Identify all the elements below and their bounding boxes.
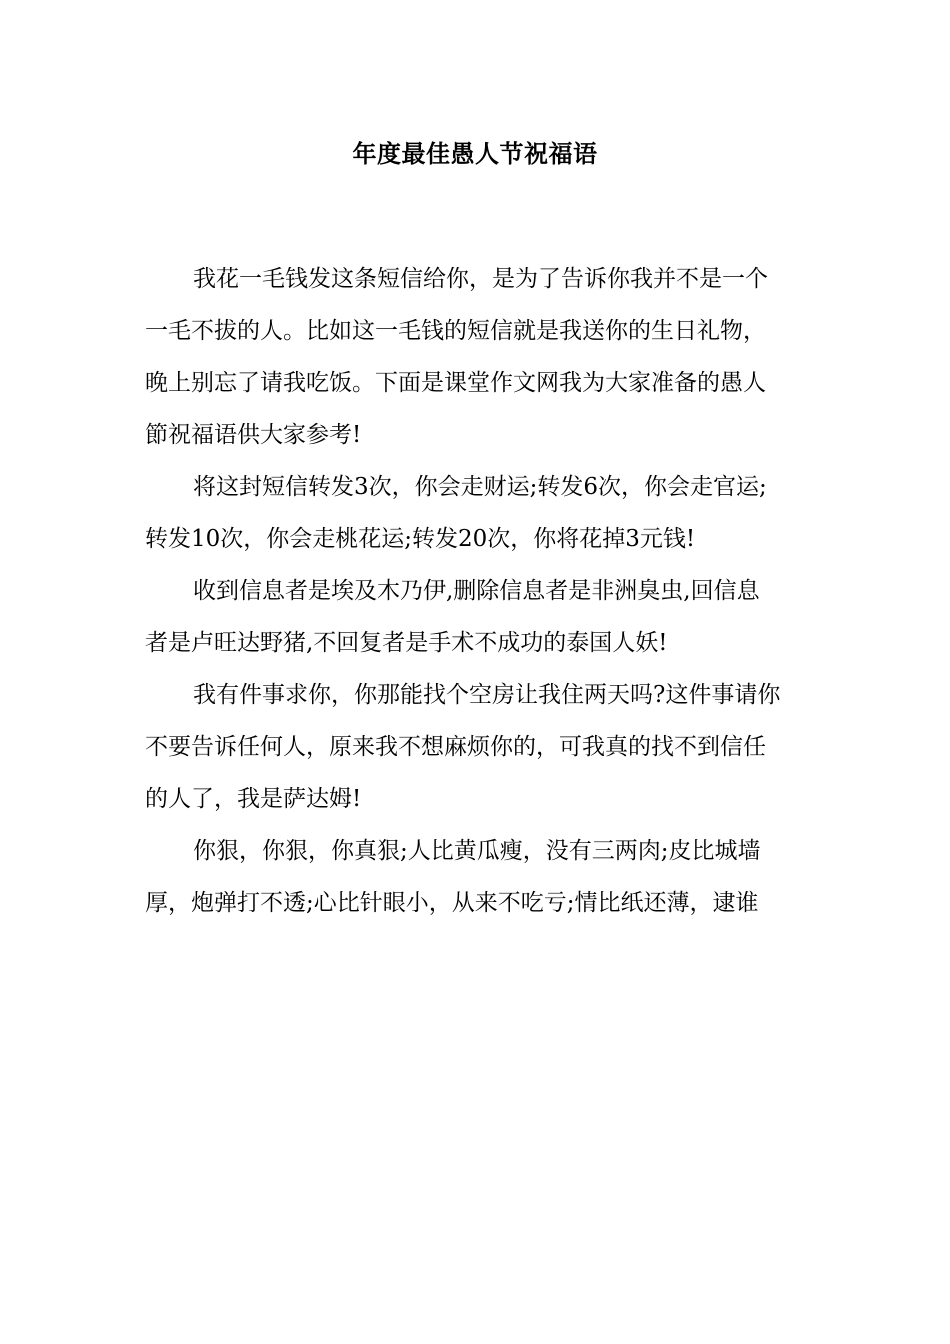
document-title: 年度最佳愚人节祝福语 (352, 139, 598, 168)
paragraph-5 (145, 825, 825, 929)
text-line: 者是卢旺达野猪,不回复者是手术不成功的泰国人妖! (145, 630, 668, 656)
text-line: 你狠，你狠，你真狠;人比黄瓜瘦，没有三两肉;皮比城墙 (193, 838, 761, 864)
text-line: 收到信息者是埃及木乃伊,删除信息者是非洲臭虫,回信息 (193, 578, 760, 604)
text-line: 将这封短信转发3次，你会走财运;转发6次，你会走官运; (193, 474, 767, 500)
text-line: 厚，炮弹打不透;心比针眼小，从来不吃亏;情比纸还薄，逮谁 (145, 890, 759, 916)
text-line: 转发10次，你会走桃花运;转发20次，你将花掉3元钱! (145, 526, 696, 552)
text-line: 的人了，我是萨达姆! (145, 786, 362, 812)
paragraph-1 (145, 253, 825, 461)
paragraph-2 (145, 461, 825, 565)
text-line: 節祝福语供大家参考! (145, 422, 362, 448)
text-line: 我花一毛钱发这条短信给你，是为了告诉你我并不是一个 (193, 266, 768, 292)
document-body (145, 253, 825, 929)
text-line: 晚上别忘了请我吃饭。下面是课堂作文网我为大家准备的愚人 (145, 370, 766, 396)
text-line: 我有件事求你，你那能找个空房让我住两天吗?这件事请你 (193, 682, 781, 708)
paragraph-3 (145, 565, 825, 669)
text-line: 不要告诉任何人，原来我不想麻烦你的，可我真的找不到信任 (145, 734, 766, 760)
text-line: 一毛不拔的人。比如这一毛钱的短信就是我送你的生日礼物， (145, 318, 766, 344)
paragraph-4 (145, 669, 825, 825)
